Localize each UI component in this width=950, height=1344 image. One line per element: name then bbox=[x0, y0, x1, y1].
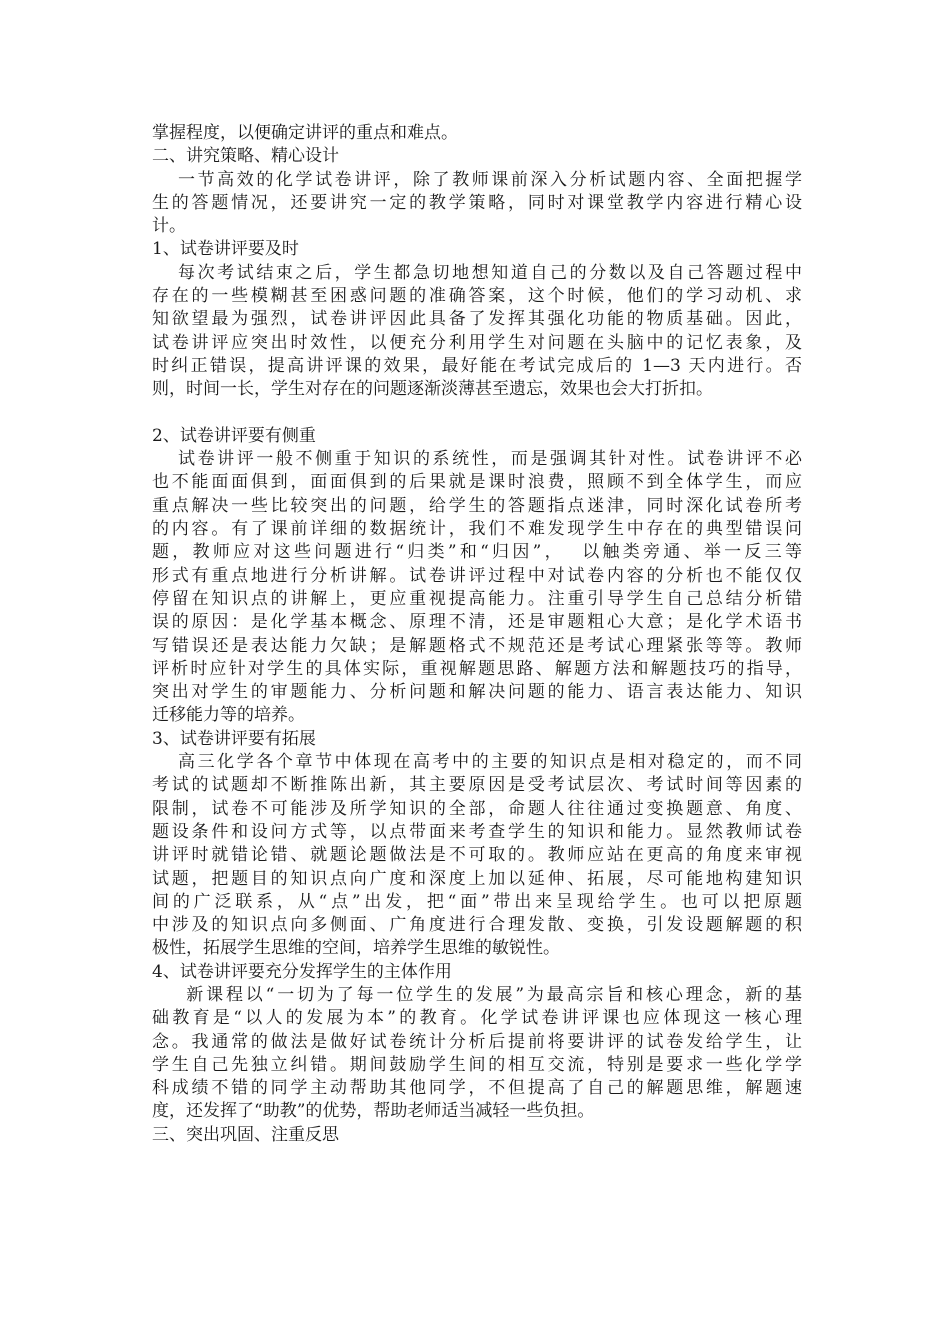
text-line: 题，教师应对这些问题进行“归类”和“归因”， 以触类旁通、举一反三等 bbox=[152, 542, 802, 563]
text-line: 间的广泛联系，从“点”出发，把“面”带出来呈现给学生。也可以把原题 bbox=[152, 891, 802, 912]
section-heading bbox=[152, 425, 802, 448]
text-line: 也不能面面俱到，面面俱到的后果就是课时浪费，照顾不到全体学生，而应 bbox=[152, 472, 802, 493]
text-line: 三、突出巩固、注重反思 bbox=[152, 1124, 339, 1145]
blank-line bbox=[152, 402, 802, 425]
text-line: 新课程以“一切为了每一位学生的发展”为最高宗旨和核心理念，新的基 bbox=[178, 984, 802, 1005]
text-line: 停留在知识点的讲解上，更应重视提高能力。注重引导学生自己总结分析错 bbox=[152, 588, 802, 609]
text-line: 试卷讲评应突出时效性，以便充分利用学生对问题在头脑中的记忆表象，及 bbox=[152, 332, 802, 353]
section-heading bbox=[152, 238, 802, 261]
text-line: 形式有重点地进行分析讲解。试卷讲评过程中对试卷内容的分析也不能仅仅 bbox=[152, 565, 802, 586]
text-line: 迁移能力等的培养。 bbox=[152, 705, 305, 726]
text-line: 时纠正错误，提高讲评课的效果，最好能在考试完成后的 1—3 天内进行。否 bbox=[152, 355, 802, 376]
text-line: 存在的一些模糊甚至困惑问题的准确答案，这个时候，他们的学习动机、求 bbox=[152, 286, 802, 307]
paragraph bbox=[152, 984, 802, 1124]
text-line: 础教育是“以人的发展为本”的教育。化学试卷讲评课也应体现这一核心理 bbox=[152, 1008, 802, 1029]
text-line: 念。我通常的做法是做好试卷统计分析后提前将要讲评的试卷发给学生，让 bbox=[152, 1031, 802, 1052]
text-line: 4、试卷讲评要充分发挥学生的主体作用 bbox=[152, 961, 452, 982]
text-line: 2、试卷讲评要有侧重 bbox=[152, 425, 316, 446]
text-line: 的内容。有了课前详细的数据统计，我们不难发现学生中存在的典型错误问 bbox=[152, 519, 802, 540]
text-line: 生的答题情况，还要讲究一定的教学策略，同时对课堂教学内容进行精心设 bbox=[152, 192, 802, 213]
text-line: 极性，拓展学生思维的空间，培养学生思维的敏锐性。 bbox=[152, 938, 560, 959]
text-line: 3、试卷讲评要有拓展 bbox=[152, 728, 316, 749]
document-page bbox=[152, 122, 802, 1147]
text-line: 重点解决一些比较突出的问题，给学生的答题指点迷津，同时深化试卷所考 bbox=[152, 495, 802, 516]
text-line: 题设条件和设问方式等，以点带面来考查学生的知识和能力。显然教师试卷 bbox=[152, 821, 802, 842]
text-line: 评析时应针对学生的具体实际，重视解题思路、解题方法和解题技巧的指导， bbox=[152, 658, 802, 679]
paragraph bbox=[152, 169, 802, 239]
text-line: 二、讲究策略、精心设计 bbox=[152, 146, 339, 167]
text-line: 试卷讲评一般不侧重于知识的系统性，而是强调其针对性。试卷讲评不必 bbox=[178, 449, 802, 470]
section-heading bbox=[152, 728, 802, 751]
text-line: 每次考试结束之后，学生都急切地想知道自己的分数以及自己答题过程中 bbox=[178, 262, 802, 283]
text-line: 计。 bbox=[152, 216, 186, 237]
text-line: 一节高效的化学试卷讲评，除了教师课前深入分析试题内容、全面把握学 bbox=[178, 169, 802, 190]
text-line: 讲评时就错论错、就题论题做法是不可取的。教师应站在更高的角度来审视 bbox=[152, 845, 802, 866]
text-line: 中涉及的知识点向多侧面、广角度进行合理发散、变换，引发设题解题的积 bbox=[152, 915, 802, 936]
text-line: 1、试卷讲评要及时 bbox=[152, 239, 299, 260]
section-heading bbox=[152, 1124, 802, 1147]
text-line: 试题，把题目的知识点向广度和深度上加以延伸、拓展，尽可能地构建知识 bbox=[152, 868, 802, 889]
paragraph bbox=[152, 751, 802, 961]
text-line: 误的原因：是化学基本概念、原理不清，还是审题粗心大意；是化学术语书 bbox=[152, 612, 802, 633]
text-line: 度，还发挥了“助教”的优势，帮助老师适当减轻一些负担。 bbox=[152, 1101, 595, 1122]
text-line: 科成绩不错的同学主动帮助其他同学，不但提高了自己的解题思维，解题速 bbox=[152, 1078, 802, 1099]
text-line: 高三化学各个章节中体现在高考中的主要的知识点是相对稳定的，而不同 bbox=[178, 752, 802, 773]
text-line: 知欲望最为强烈，试卷讲评因此具备了发挥其强化功能的物质基础。因此， bbox=[152, 309, 802, 330]
text-line: 限制，试卷不可能涉及所学知识的全部，命题人往往通过变换题意、角度、 bbox=[152, 798, 802, 819]
text-line: 掌握程度，以便确定讲评的重点和难点。 bbox=[152, 123, 458, 143]
text-line: 学生自己先独立纠错。期间鼓励学生间的相互交流，特别是要求一些化学学 bbox=[152, 1054, 802, 1075]
text-line bbox=[152, 402, 802, 425]
paragraph bbox=[152, 448, 802, 728]
section-heading bbox=[152, 961, 802, 984]
paragraph bbox=[152, 122, 802, 145]
section-heading bbox=[152, 145, 802, 168]
text-line: 则，时间一长，学生对存在的问题逐渐淡薄甚至遗忘，效果也会大打折扣。 bbox=[152, 379, 713, 400]
text-line: 写错误还是表达能力欠缺；是解题格式不规范还是考试心理紧张等等。教师 bbox=[152, 635, 802, 656]
text-line: 突出对学生的审题能力、分析问题和解决问题的能力、语言表达能力、知识 bbox=[152, 682, 802, 703]
paragraph bbox=[152, 262, 802, 402]
text-line: 考试的试题却不断推陈出新，其主要原因是受考试层次、考试时间等因素的 bbox=[152, 775, 802, 796]
